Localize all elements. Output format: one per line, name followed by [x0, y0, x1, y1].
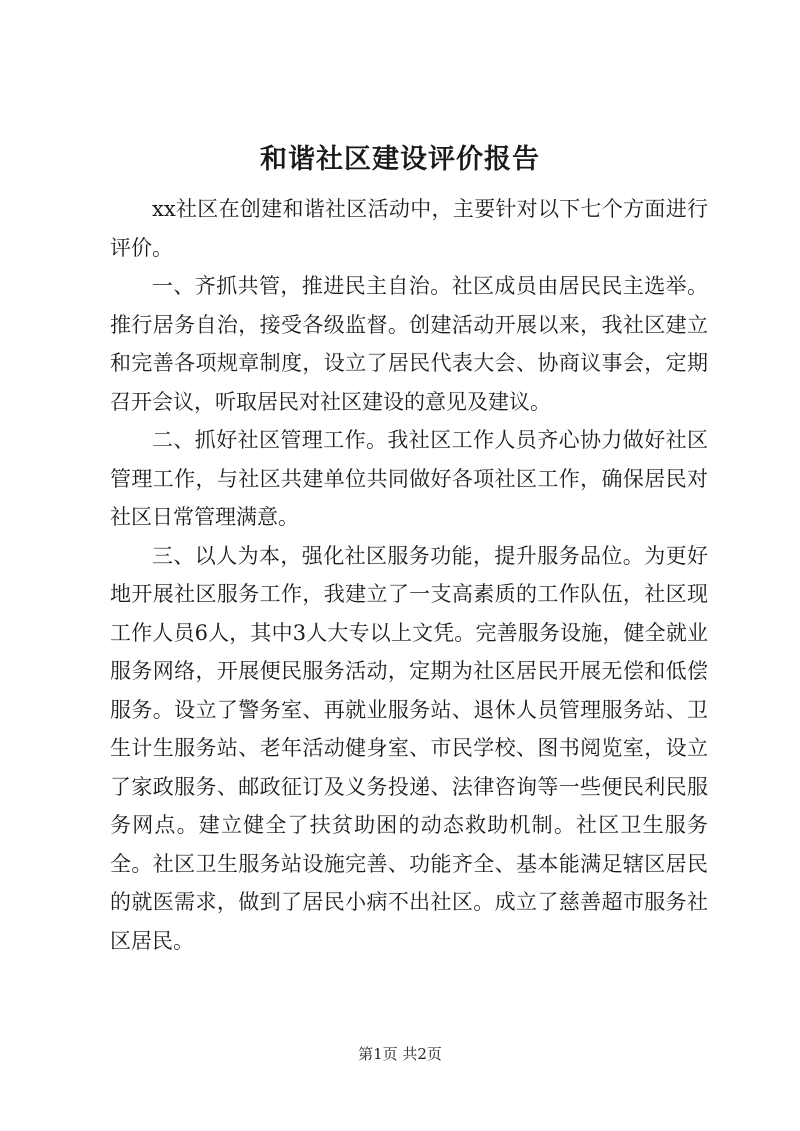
document-title: 和谐社区建设评价报告	[260, 144, 540, 175]
page-indicator: 第1页 共2页	[358, 1045, 442, 1063]
paragraph-section-1: 一、齐抓共管，推进民主自治。社区成员由居民民主选举。推行居务自治，接受各级监督。创建活动开展以来，我社区建立和完善各项规章制度，设立了居民代表大会、协商议事会，定期召开会议，听取居民对社区建设的意见及建议。	[110, 274, 708, 414]
paragraph-intro: xx社区在创建和谐社区活动中，主要针对以下七个方面进行评价。	[110, 197, 708, 260]
paragraph-section-3: 三、以人为本，强化社区服务功能，提升服务品位。为更好地开展社区服务工作，我建立了一支高素质的工作队伍，社区现工作人员6人，其中3人大专以上文凭。完善服务设施，健全就业服务网络，开展便民服务活动，定期为社区居民开展无偿和低偿服务。设立了警务室、再就业服务站、退休人员管理服务站、卫生计生服务站、老年活动健身室、市民学校、图书阅览室，设立了家政服务、邮政征订及义务投递、法律咨询等一些便民利民服务网点。建立健全了扶贫助困的动态救助机制。社区卫生服务全。社区卫生服务站设施完善、功能齐全、基本能满足辖区居民的就医需求，做到了居民小病不出社区。成立了慈善超市服务社区居民。	[110, 543, 708, 953]
paragraph-section-2: 二、抓好社区管理工作。我社区工作人员齐心协力做好社区管理工作，与社区共建单位共同做好各项社区工作，确保居民对社区日常管理满意。	[110, 428, 708, 529]
page-footer	[0, 1044, 800, 1064]
document-body	[110, 190, 708, 960]
